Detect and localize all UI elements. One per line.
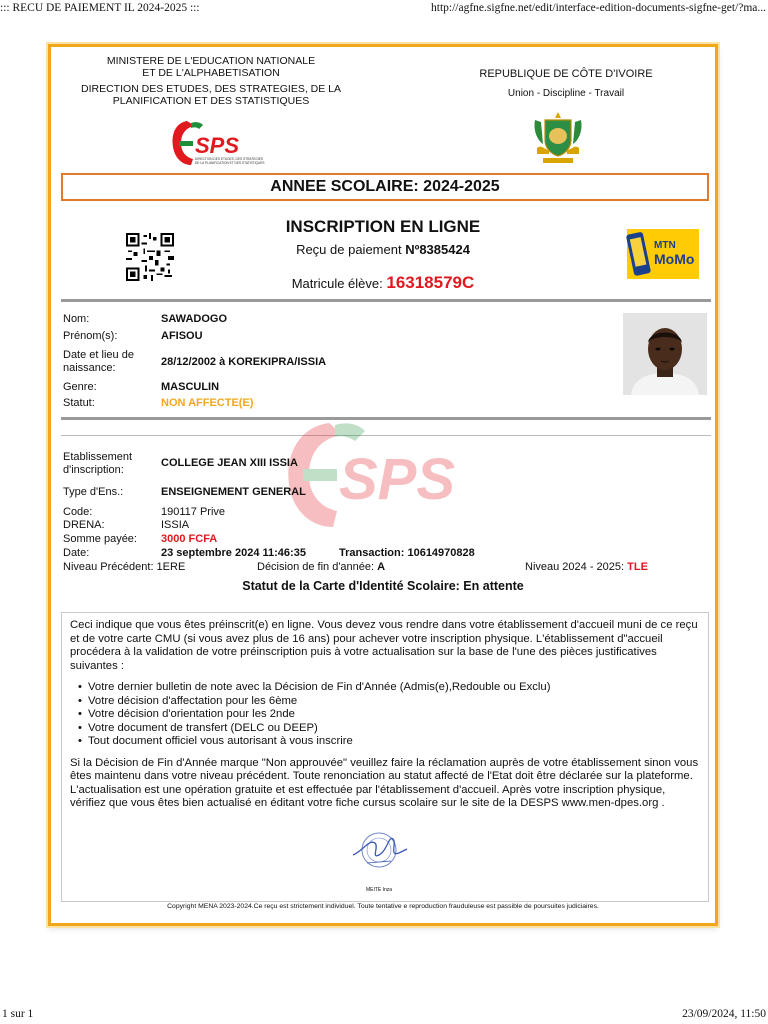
print-datetime: 23/09/2024, 11:50 [682, 1008, 766, 1020]
student-id [51, 273, 715, 293]
momo-line-1: MTN [654, 240, 676, 251]
type-value: ENSEIGNEMENT GENERAL [161, 486, 306, 498]
etablissement-label: Etablissement d'inscription: [63, 451, 133, 476]
somme-value: 3000 FCFA [161, 533, 218, 545]
country-header [466, 67, 666, 101]
transaction-value: Transaction: 10614970828 [339, 547, 475, 559]
logo-text: SPS [195, 133, 240, 158]
print-page-number: 1 sur 1 [2, 1008, 34, 1020]
signature-icon [349, 825, 409, 875]
page-title: INSCRIPTION EN LIGNE [285, 217, 481, 236]
type-label: Type d'Ens.: [63, 486, 124, 498]
country-name: REPUBLIQUE DE CÔTE D'IVOIRE [479, 68, 653, 80]
drena-value: ISSIA [161, 519, 190, 531]
genre-label: Genre: [63, 381, 97, 393]
receipt-number [51, 242, 715, 257]
ministry-line-2: ET DE L'ALPHABETISATION [142, 67, 280, 79]
justificatifs-list [70, 681, 700, 749]
carte-identite-status: Statut de la Carte d'Identité Scolaire: En attente [242, 579, 524, 593]
nom-label: Nom: [63, 313, 90, 325]
drena-label: DRENA: [63, 519, 105, 531]
print-header [0, 0, 768, 18]
desps-watermark-icon [277, 415, 497, 533]
ministry-line-1: MINISTERE DE L'EDUCATION NATIONALE [106, 55, 316, 67]
code-value: 190117 Prive [161, 506, 226, 518]
direction-line-1: DIRECTION DES ETUDES, DES STRATEGIES, DE LA [80, 83, 342, 95]
genre-value: MASCULIN [161, 381, 220, 393]
naissance-label: Date et lieu de naissance: [63, 349, 134, 374]
list-item: • Votre décision d'affectation pour les 6ème [80, 695, 700, 709]
decision-fin-annee: Décision de fin d'année: A [257, 561, 386, 573]
print-url: http://agfne.sigfne.net/edit/interface-edition-documents-sigfne-get/?ma... [431, 2, 766, 14]
coat-of-arms-icon [529, 110, 587, 166]
nom-value: SAWADOGO [161, 313, 228, 325]
list-item: • Votre dernier bulletin de note avec la Décision de Fin d'Année (Admis(e),Redouble ou Exclu) [80, 681, 700, 695]
niveau-precedent: Niveau Précédent: 1ERE [63, 561, 186, 573]
etablissement-value: COLLEGE JEAN XIII ISSIA [161, 457, 298, 469]
statut-value: NON AFFECTE(E) [161, 397, 254, 409]
logo-tagline-1: DIRECTION DES ETUDES, DES STRATEGIES [195, 157, 263, 161]
mtn-momo-logo-icon [627, 229, 699, 279]
copyright-notice: Copyright MENA 2023-2024.Ce reçu est strictement individuel. Toute tentative e reproduction frauduleuse est passible de poursuites judiciaires. [167, 903, 599, 910]
naissance-value: 28/12/2002 à KOREKIPRA/ISSIA [161, 356, 327, 368]
list-item: • Tout document officiel vous autorisant à vous inscrire [80, 735, 700, 749]
ministry-header [71, 55, 351, 107]
receipt-label: Reçu de paiement [296, 242, 406, 257]
prenom-label: Prénom(s): [63, 330, 118, 342]
print-footer [0, 1004, 768, 1024]
code-label: Code: [63, 506, 93, 518]
instructions-reclamation: Si la Décision de Fin d'Année marque "Non approuvée" veuillez faire la réclamation auprès de votre établissement sinon vous êtes maintenu dans votre niveau précédent. Toute renonciation au statut affecté de l'Etat doit être déclarée sur la plateforme. L'actualisation est une opération gratuite et est effectuée par l'établissement d'accueil. Après votre inscription physique, vérifiez que vous êtes bien actualisé en éditant votre fiche cursus scolaire sur le site de la DESPS www.men-dpes.org . [70, 756, 699, 809]
instructions-intro: Ceci indique que vous êtes préinscrit(e) en ligne. Vous devez vous rendre dans votre établissement d'accueil muni de ce reçu et de votre carte CMU (si vous avez plus de 16 ans) pour achever votre inscription physique. L'établissement d"accueil procédera à la validation de votre préinscription puis à votre actualisation sur la base de l'une des pièces justificatives suivantes : [70, 619, 698, 672]
country-motto: Union - Discipline - Travail [507, 88, 625, 99]
date-label: Date: [63, 547, 90, 559]
student-photo [623, 313, 707, 395]
print-title: ::: RECU DE PAIEMENT IL 2024-2025 ::: [0, 2, 200, 14]
matricule-value: 16318579C [386, 273, 475, 292]
desps-logo-icon [169, 115, 265, 171]
momo-line-2: MoMo [654, 251, 695, 267]
niveau-actuel: Niveau 2024 - 2025: TLE [525, 561, 648, 573]
receipt-document [48, 44, 718, 926]
logo-tagline-2: DE LA PLANIFICATION ET DES STATISTIQUES [195, 161, 265, 165]
school-year-banner: ANNEE SCOLAIRE: 2024-2025 [61, 173, 709, 201]
prenom-value: AFISOU [161, 330, 203, 342]
somme-label: Somme payée: [63, 533, 137, 545]
direction-line-2: PLANIFICATION ET DES STATISTIQUES [112, 95, 310, 107]
divider [61, 299, 711, 302]
signatory-name: MEITE Inza [365, 887, 393, 893]
watermark-text: SPS [339, 447, 456, 512]
matricule-label: Matricule élève: [291, 276, 387, 291]
statut-label: Statut: [63, 397, 95, 409]
list-item: • Votre document de transfert (DELC ou DEEP) [80, 722, 700, 736]
list-item: • Votre décision d'orientation pour les 2nde [80, 708, 700, 722]
receipt-value: Nº8385424 [405, 242, 470, 257]
date-value: 23 septembre 2024 11:46:35 [161, 547, 306, 559]
